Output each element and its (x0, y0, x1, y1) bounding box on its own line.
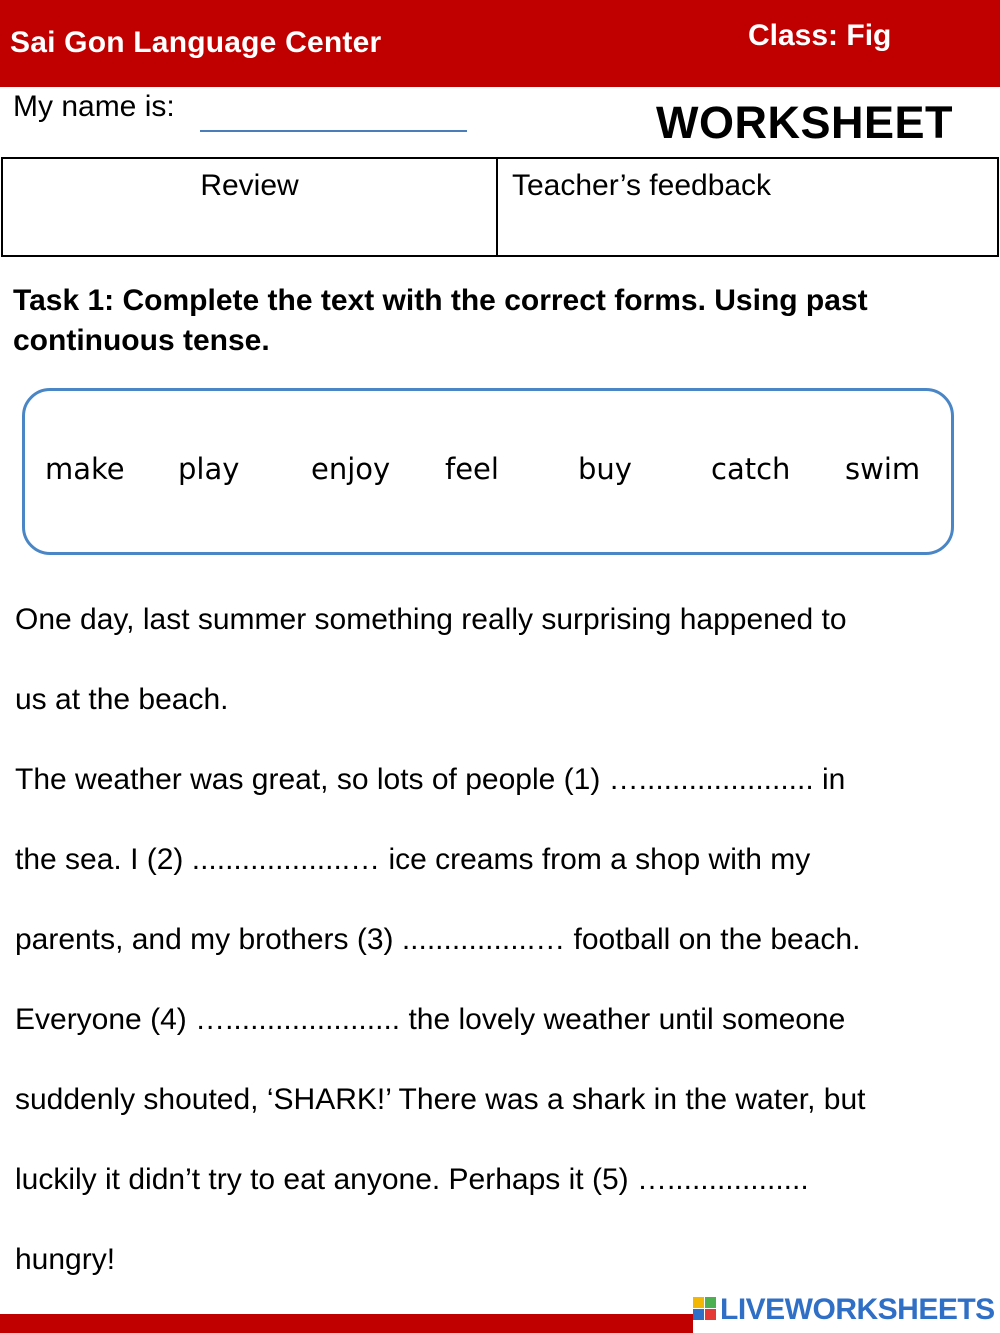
word-bank-item: catch (711, 452, 791, 486)
task1-title: Task 1: Complete the text with the correct forms. Using past continuous tense. (13, 284, 868, 357)
passage-line: the sea. I (2) ...................… ice creams from a shop with my (15, 843, 811, 876)
name-label: My name is: (13, 90, 175, 123)
word-bank-item: make (45, 452, 125, 486)
name-input-line[interactable] (200, 130, 467, 132)
word-bank-item: swim (845, 452, 921, 486)
review-label: Review (200, 169, 299, 202)
passage-line: hungry! (15, 1243, 116, 1276)
header-bar (0, 0, 1000, 87)
liveworksheets-logo (693, 1290, 1000, 1333)
center-name: Sai Gon Language Center (10, 26, 382, 59)
feedback-label: Teacher’s feedback (512, 169, 772, 202)
word-bank-item: feel (445, 452, 499, 486)
word-bank-item: buy (578, 452, 632, 486)
word-bank-item: enjoy (311, 452, 391, 486)
class-label: Class: Fig (748, 19, 892, 52)
passage-line: luckily it didn’t try to eat anyone. Perhaps it (5) …................. (15, 1163, 809, 1196)
review-feedback-table (1, 157, 999, 257)
word-bank-item: play (178, 452, 240, 486)
liveworksheets-logo-text: LIVEWORKSHEETS (720, 1293, 995, 1326)
passage-line: suddenly shouted, ‘SHARK!’ There was a shark in the water, but (15, 1083, 866, 1116)
worksheet-title: WORKSHEET (656, 97, 953, 148)
passage-line: One day, last summer something really surprising happened to (15, 603, 847, 636)
passage-line: us at the beach. (15, 683, 229, 716)
liveworksheets-logo-icon (693, 1297, 717, 1321)
passage-line: parents, and my brothers (3) ................… football on the beach. (15, 923, 861, 956)
table-divider (496, 159, 498, 255)
passage-line: The weather was great, so lots of people (1) …..................... in (15, 763, 846, 796)
passage-line: Everyone (4) …..................... the lovely weather until someone (15, 1003, 846, 1036)
